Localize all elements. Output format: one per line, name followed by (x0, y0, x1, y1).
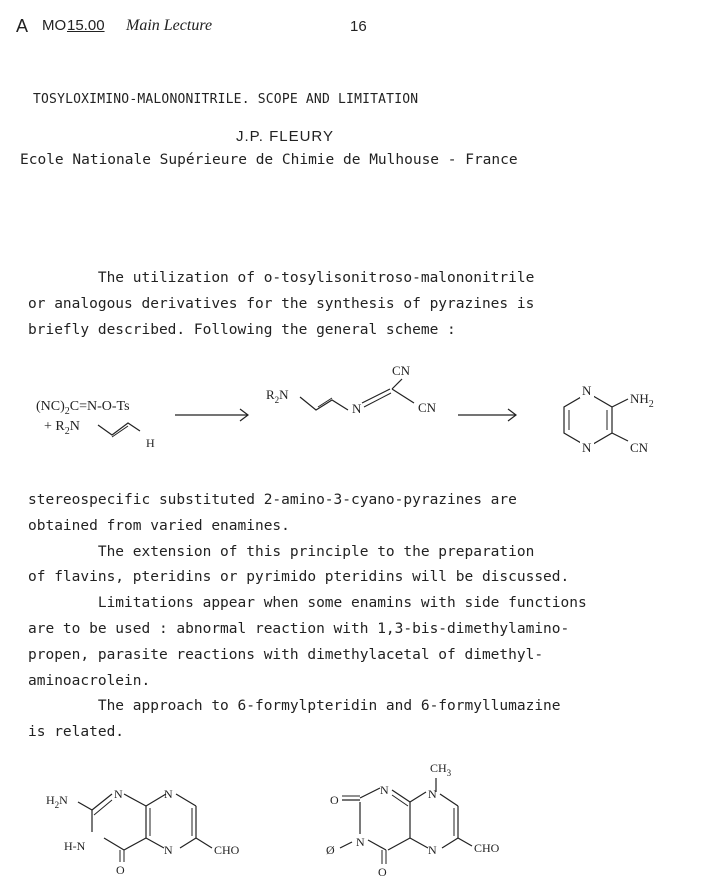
svg-text:CN: CN (392, 363, 411, 378)
session-type: Main Lecture (126, 17, 213, 34)
svg-text:H-N: H-N (64, 839, 86, 853)
text-line: The approach to 6-formylpteridin and 6-formyllumazine (28, 698, 561, 714)
text-line: is related. (28, 724, 125, 740)
session-time: 15.00 (67, 17, 105, 34)
text-line: of flavins, pteridins or pyrimido pteridins will be discussed. (28, 569, 570, 585)
reaction-arrow (175, 409, 248, 421)
svg-text:CH3: $CH_3$ (430, 761, 452, 778)
text-line: obtained from varied enamines. (28, 518, 290, 534)
svg-text:N: N (114, 787, 123, 801)
text-line: The utilization of o-tosylisonitroso-malononitrile (28, 270, 535, 286)
svg-text:N: N (164, 787, 173, 801)
session-code: A (16, 16, 29, 36)
svg-text:O: O (330, 793, 339, 807)
svg-text:NH2: $NH_2$ (630, 391, 654, 410)
svg-text:N: N (582, 383, 592, 398)
svg-text:CN: CN (418, 400, 437, 415)
paper-author: J.P. FLEURY (236, 128, 334, 145)
svg-text:N: N (428, 843, 437, 857)
svg-text:N: N (428, 787, 437, 801)
svg-text:H2N: $H_2N$ (46, 793, 68, 810)
text-line: are to be used : abnormal reaction with 1,3-bis-dimethylamino- (28, 621, 570, 637)
session-prefix: MO (42, 17, 67, 34)
svg-text:O: O (116, 863, 125, 877)
svg-text:N: N (356, 835, 365, 849)
pyrazine-product (564, 383, 654, 455)
text-line: stereospecific substituted 2-amino-3-cyano-pyrazines are (28, 492, 517, 508)
author-affiliation: Ecole Nationale Supérieure de Chimie de Mulhouse - France (20, 152, 518, 168)
paper-title: TOSYLOXIMINO-MALONONITRILE. SCOPE AND LIMITATION (33, 92, 419, 107)
svg-text:CHO: CHO (214, 843, 240, 857)
text-line: The extension of this principle to the preparation (28, 544, 535, 560)
text-line: aminoacrolein. (28, 673, 151, 689)
text-line: briefly described. Following the general scheme : (28, 322, 456, 338)
text-line: Limitations appear when some enamins with side functions (28, 595, 587, 611)
svg-text:H: H (146, 436, 155, 450)
svg-text:R2N: $R_2N$ (266, 387, 289, 405)
svg-text:N: N (582, 440, 592, 455)
page-number: 16 (350, 18, 367, 35)
svg-text:CN: CN (630, 440, 649, 455)
formyllumazine-structure (326, 761, 500, 879)
svg-text:N: N (352, 401, 362, 416)
svg-text:+ R2N: + $R_2N$ (44, 419, 80, 437)
svg-text:O: O (378, 865, 387, 879)
intermediate (266, 363, 437, 416)
formylpteridin-structure (46, 787, 240, 877)
pteridine-structures (0, 750, 704, 893)
svg-text:(NC)2C=N-O-Ts: $(NC)_2C=N-O-Ts$ (36, 399, 130, 417)
text-line: propen, parasite reactions with dimethylacetal of dimethyl- (28, 647, 544, 663)
reactants (36, 399, 155, 450)
svg-text:N: N (380, 783, 389, 797)
reaction-scheme (0, 355, 704, 470)
svg-text:Ø: Ø (326, 843, 335, 857)
reaction-arrow (458, 409, 516, 421)
text-line: or analogous derivatives for the synthesis of pyrazines is (28, 296, 535, 312)
svg-text:N: N (164, 843, 173, 857)
svg-text:CHO: CHO (474, 841, 500, 855)
